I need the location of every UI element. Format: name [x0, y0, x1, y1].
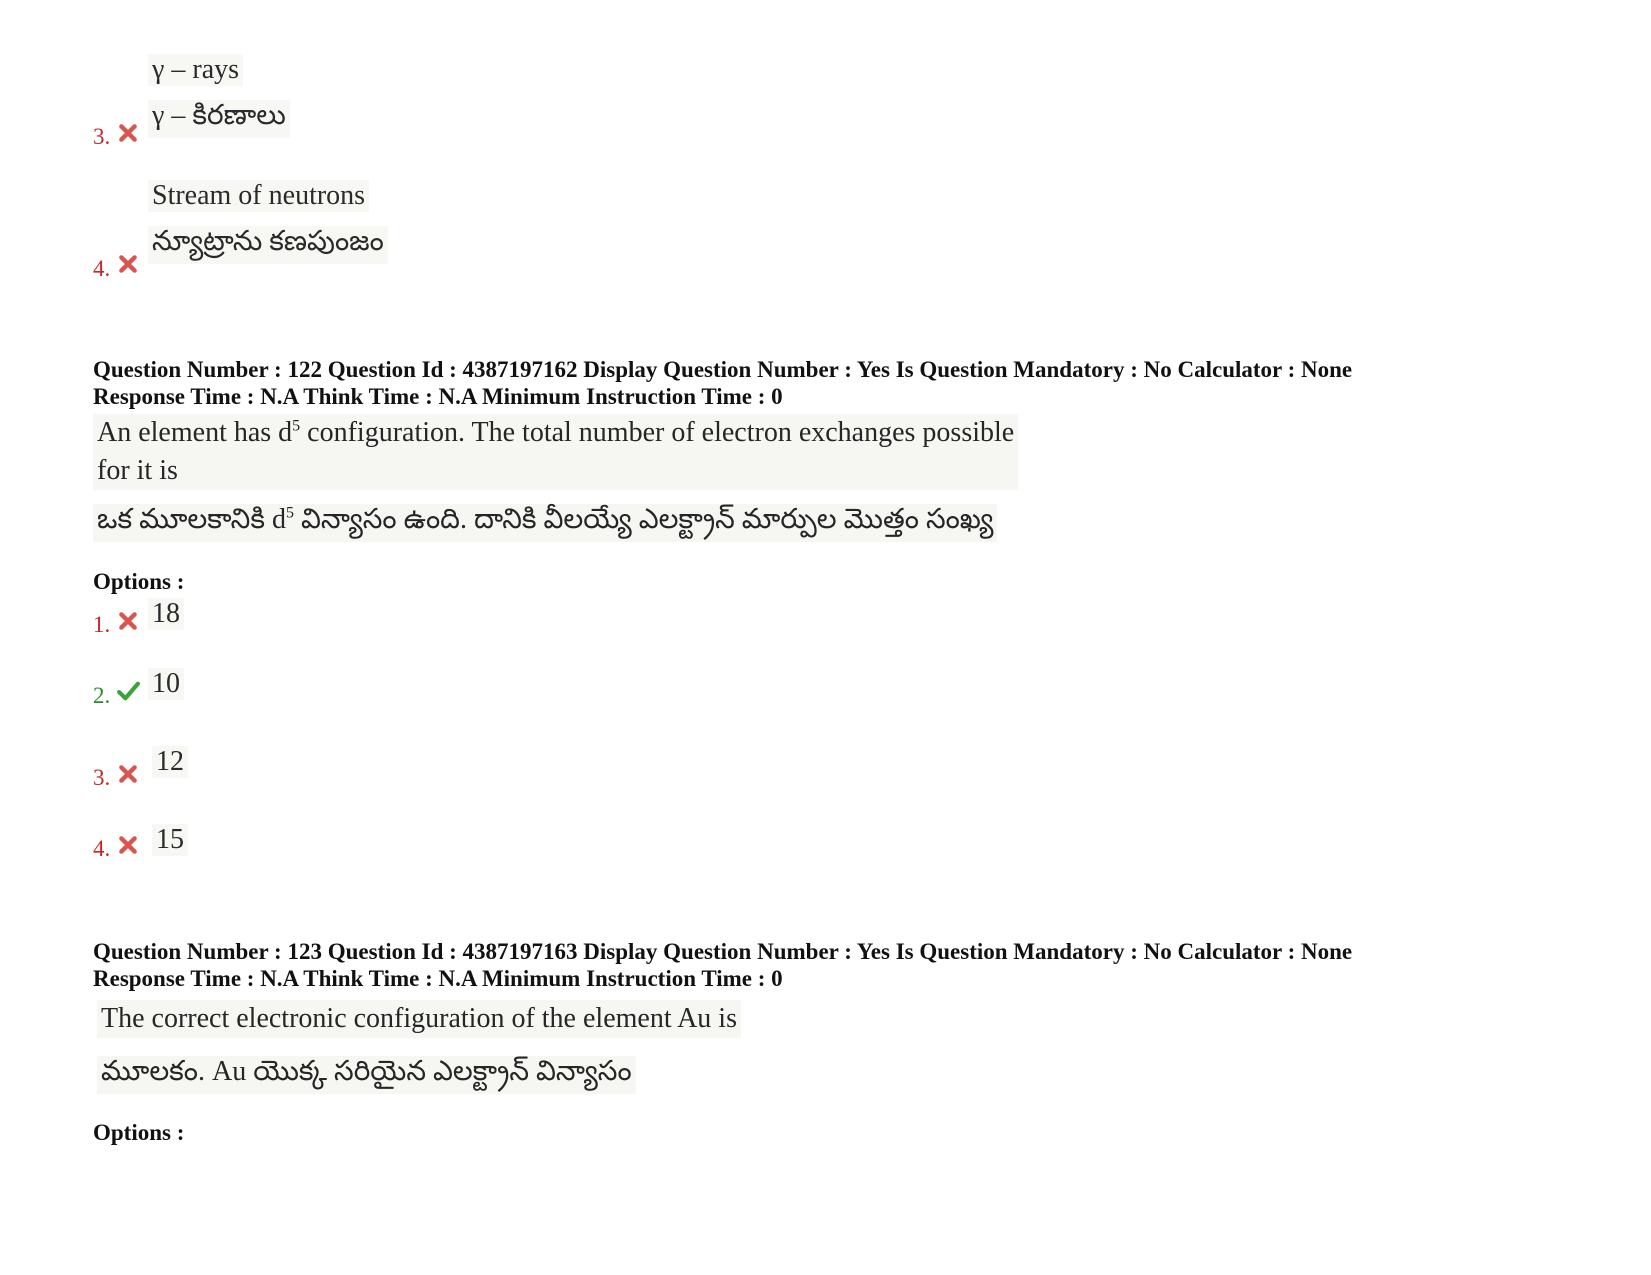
q122-option-1-value: 18 [148, 598, 184, 630]
wrong-cross-icon [117, 834, 139, 856]
question-122-text-en-part-a: An element has d [97, 417, 293, 448]
prev-option-3-text-te: γ – కిరణాలు [148, 100, 290, 138]
wrong-cross-icon [117, 763, 139, 785]
question-123-meta-line-2: Response Time : N.A Think Time : N.A Minimum Instruction Time : 0 [93, 966, 783, 991]
question-123-text-en: The correct electronic configuration of the element Au is [97, 1000, 741, 1038]
prev-option-3-text-en: γ – rays [148, 54, 243, 86]
question-123-options-label: Options : [93, 1120, 185, 1145]
prev-option-4-text-en: Stream of neutrons [148, 180, 369, 212]
question-122-meta-line-1: Question Number : 122 Question Id : 4387197162 Display Question Number : Yes Is Question Mandatory : No Calculator : None [93, 357, 1353, 382]
question-122-text-en-part-c: for it is [97, 455, 178, 486]
superscript: 5 [285, 504, 294, 522]
question-122-meta-line-2: Response Time : N.A Think Time : N.A Minimum Instruction Time : 0 [93, 384, 783, 409]
question-122-options-label: Options : [93, 569, 185, 594]
wrong-cross-icon [117, 610, 139, 632]
q122-option-2-number: 2. [93, 683, 111, 708]
prev-option-4-text-te: న్యూట్రాను కణపుంజం [148, 226, 388, 264]
prev-option-4-number: 4. [93, 256, 111, 281]
wrong-cross-icon [117, 253, 139, 275]
q122-option-4-value: 15 [152, 824, 188, 856]
question-122-text-en-part-b: configuration. The total number of electron exchanges possible [300, 417, 1015, 448]
prev-option-3-number: 3. [93, 124, 111, 149]
question-122-text-en [93, 414, 1018, 490]
q122-option-4-number: 4. [93, 836, 111, 861]
question-122-text-te [93, 504, 997, 542]
q122-option-1-number: 1. [93, 612, 111, 637]
superscript: 5 [292, 417, 301, 435]
question-123-meta-line-1: Question Number : 123 Question Id : 4387197163 Display Question Number : Yes Is Question Mandatory : No Calculator : None [93, 939, 1353, 964]
question-122-text-te-part-a: ఒక మూలకానికి d [97, 504, 286, 535]
q122-option-3-value: 12 [152, 746, 188, 778]
question-123-text-te: మూలకం. Au యొక్క సరియైన ఎలక్ట్రాన్ విన్యాసం [97, 1056, 636, 1094]
wrong-cross-icon [117, 122, 139, 144]
question-122-text-te-part-b: విన్యాసం ఉంది. దానికి వీలయ్యే ఎలక్ట్రాన్ మార్పుల మొత్తం సంఖ్య [293, 504, 994, 535]
q122-option-3-number: 3. [93, 765, 111, 790]
correct-check-icon [116, 680, 141, 702]
q122-option-2-value: 10 [148, 668, 184, 700]
